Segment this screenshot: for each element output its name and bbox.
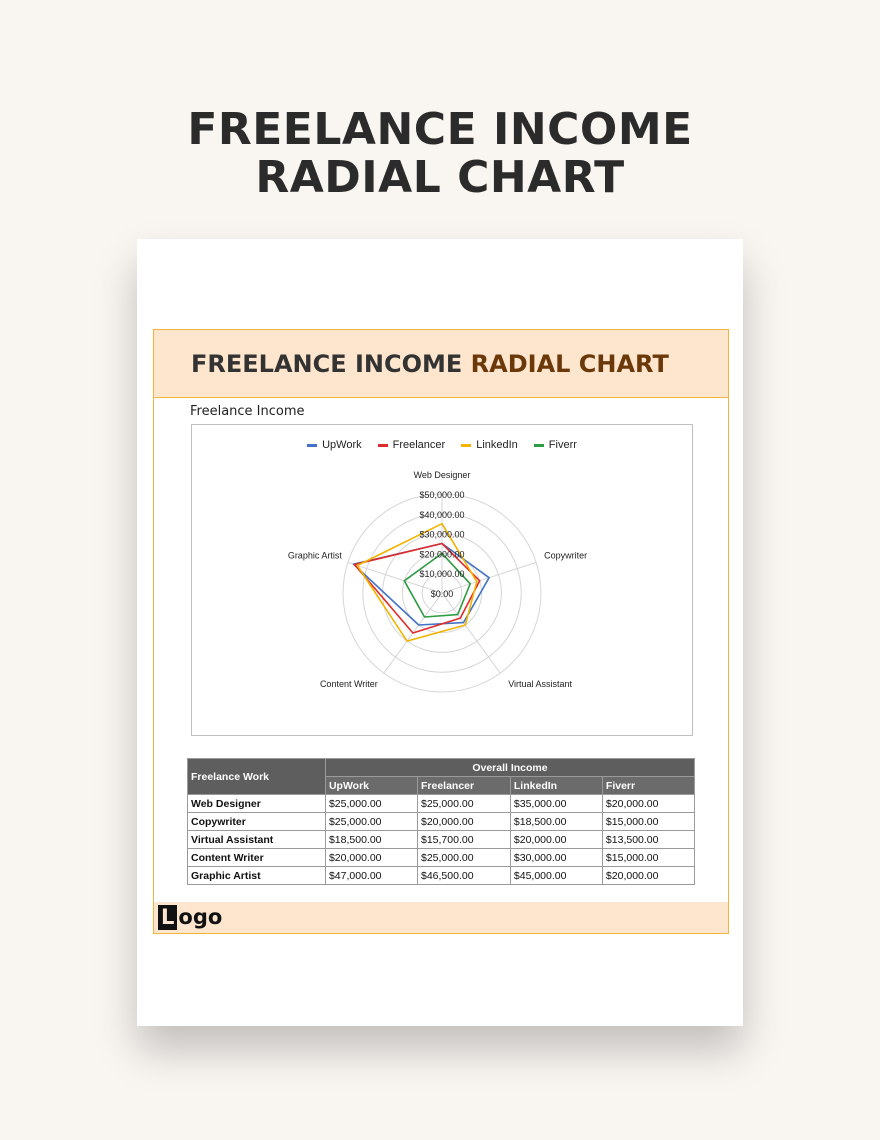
table-cell: $25,000.00 (325, 813, 417, 831)
table-cell: $15,000.00 (602, 813, 694, 831)
table-cell: $25,000.00 (417, 849, 510, 867)
column-header-freelancer: Freelancer (417, 777, 510, 795)
column-header-fiverr: Fiverr (602, 777, 694, 795)
column-header-upwork: UpWork (325, 777, 417, 795)
logo-mark: L (158, 905, 177, 930)
legend-label: Fiverr (548, 439, 577, 451)
page-title-line1: FREELANCE INCOME (187, 104, 693, 155)
table-cell: $46,500.00 (417, 867, 510, 885)
category-label-copywriter: Copywriter (544, 550, 588, 561)
table-cell: $20,000.00 (510, 831, 602, 849)
chart-section-label: Freelance Income (190, 404, 305, 419)
income-table (187, 758, 695, 885)
table-cell: $45,000.00 (510, 867, 602, 885)
table-cell: $20,000.00 (325, 849, 417, 867)
banner-title-dark: FREELANCE INCOME (191, 350, 463, 378)
table-cell: $20,000.00 (602, 867, 694, 885)
logo-text: ogo (178, 905, 223, 929)
document-paper (137, 239, 743, 1026)
table-cell: $13,500.00 (602, 831, 694, 849)
banner-title-brown: RADIAL CHART (470, 350, 669, 378)
row-label: Content Writer (188, 849, 326, 867)
row-label: Copywriter (188, 813, 326, 831)
row-label: Virtual Assistant (188, 831, 326, 849)
page-title-line2: RADIAL CHART (255, 152, 625, 203)
category-label-web-designer: Web Designer (413, 470, 471, 480)
category-label-virtual-assistant: Virtual Assistant (508, 679, 573, 690)
table-cell: $35,000.00 (510, 795, 602, 813)
tick-label: $0.00 (430, 589, 454, 599)
legend-label: LinkedIn (476, 439, 518, 451)
legend-label: Freelancer (392, 439, 446, 451)
category-label-graphic-artist: Graphic Artist (287, 550, 342, 561)
table-row (188, 831, 695, 849)
table-cell: $25,000.00 (325, 795, 417, 813)
category-label-content-writer: Content Writer (319, 679, 378, 690)
tick-label: $20,000.00 (419, 549, 465, 560)
table-cell: $20,000.00 (417, 813, 510, 831)
column-header-linkedin: LinkedIn (510, 777, 602, 795)
row-label: Web Designer (188, 795, 326, 813)
page-title (0, 106, 880, 202)
row-label: Graphic Artist (188, 867, 326, 885)
table-cell: $20,000.00 (602, 795, 694, 813)
income-table-body (188, 795, 695, 885)
sheet-footer (154, 902, 728, 933)
table-cell: $25,000.00 (417, 795, 510, 813)
radar-chart (191, 424, 693, 736)
sheet-banner (154, 330, 728, 398)
table-cell: $18,500.00 (325, 831, 417, 849)
table-row (188, 849, 695, 867)
table-cell: $15,700.00 (417, 831, 510, 849)
table-cell: $30,000.00 (510, 849, 602, 867)
tick-label: $30,000.00 (419, 529, 465, 540)
corner-header: Freelance Work (188, 759, 326, 795)
radar-chart-svg (192, 425, 692, 735)
table-cell: $47,000.00 (325, 867, 417, 885)
table-row (188, 795, 695, 813)
tick-label: $10,000.00 (419, 569, 465, 580)
tick-label: $50,000.00 (419, 490, 465, 500)
tick-label: $40,000.00 (419, 509, 465, 520)
table-cell: $18,500.00 (510, 813, 602, 831)
template-sheet (153, 329, 729, 934)
table-cell: $15,000.00 (602, 849, 694, 867)
table-row (188, 813, 695, 831)
logo (158, 905, 222, 930)
table-row (188, 867, 695, 885)
group-header: Overall Income (325, 759, 694, 777)
legend-label: UpWork (322, 439, 362, 451)
